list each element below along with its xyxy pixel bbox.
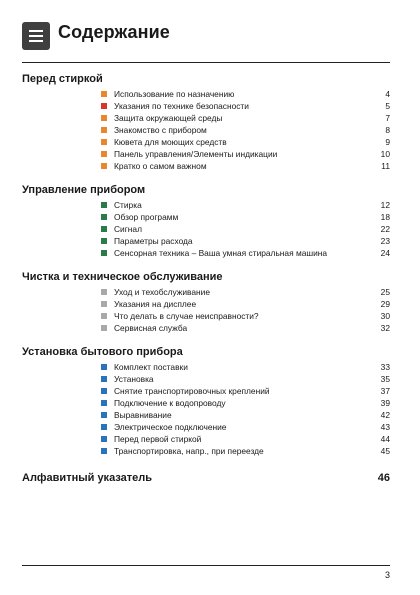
bullet-square-icon [101,376,107,382]
bullet-square-icon [101,412,107,418]
entry-page-number: 44 [380,434,390,444]
entry-page-number: 45 [380,446,390,456]
toc-entry[interactable] [22,373,390,385]
section-title[interactable]: Управление прибором [22,184,146,196]
bullet-square-icon [101,250,107,256]
entry-label: Панель управления/Элементы индикации [114,149,278,159]
toc-entry[interactable] [22,445,390,457]
toc-entry[interactable] [22,247,390,259]
bullet-square-icon [101,214,107,220]
entry-label: Параметры расхода [114,236,193,246]
entry-page-number: 43 [380,422,390,432]
list-icon [22,22,50,50]
entry-page-number: 23 [380,236,390,246]
bullet-square-icon [101,448,107,454]
toc-section [22,345,390,457]
bullet-square-icon [101,151,107,157]
bullet-square-icon [101,436,107,442]
toc-entry[interactable] [22,124,390,136]
entry-page-number: 4 [385,89,390,99]
index-title: Алфавитный указатель [22,472,153,484]
entry-label: Уход и техобслуживание [114,287,211,297]
entry-label: Указания на дисплее [114,299,197,309]
bullet-square-icon [101,400,107,406]
entry-page-number: 18 [380,212,390,222]
toc-entry[interactable] [22,385,390,397]
toc-entry[interactable] [22,100,390,112]
entry-page-number: 30 [380,311,390,321]
entry-label: Подключение к водопроводу [114,398,226,408]
bullet-square-icon [101,115,107,121]
bullet-square-icon [101,163,107,169]
entry-page-number: 37 [380,386,390,396]
bullet-square-icon [101,226,107,232]
entry-label: Что делать в случае неисправности? [114,311,259,321]
bullet-square-icon [101,424,107,430]
entry-page-number: 25 [380,287,390,297]
entry-label: Сенсорная техника – Ваша умная стиральная машина [114,248,328,258]
entry-label: Сигнал [114,224,142,234]
entry-page-number: 39 [380,398,390,408]
toc-entry[interactable] [22,361,390,373]
bullet-square-icon [101,238,107,244]
toc-entry[interactable] [22,421,390,433]
entry-page-number: 11 [381,161,390,171]
entry-page-number: 5 [385,101,390,111]
section-title[interactable]: Чистка и техническое обслуживание [22,271,223,283]
toc-entry[interactable] [22,160,390,172]
bullet-square-icon [101,325,107,331]
page-title: Содержание [58,21,170,42]
toc-entry[interactable] [22,211,390,223]
entry-label: Электрическое подключение [114,422,227,432]
toc-entry[interactable] [22,298,390,310]
toc-entry[interactable] [22,310,390,322]
toc-entry[interactable] [22,112,390,124]
bottom-divider [22,565,390,566]
toc-entry[interactable] [22,322,390,334]
entry-label: Стирка [114,200,142,210]
bullet-square-icon [101,139,107,145]
entry-label: Обзор программ [114,212,179,222]
toc-entry[interactable] [22,223,390,235]
entry-page-number: 10 [380,149,390,159]
entry-label: Кювета для моющих средств [114,137,227,147]
page-number: 3 [384,570,390,580]
entry-label: Транспортировка, напр., при переезде [114,446,264,456]
toc-entry[interactable] [22,235,390,247]
entry-label: Комплект поставки [114,362,188,372]
toc-entry[interactable] [22,88,390,100]
entry-page-number: 33 [380,362,390,372]
bullet-square-icon [101,388,107,394]
toc-entry[interactable] [22,397,390,409]
section-title[interactable]: Перед стиркой [22,73,103,85]
entry-label: Установка [114,374,154,384]
toc-section [22,270,390,334]
toc-entry[interactable] [22,286,390,298]
section-title[interactable]: Установка бытового прибора [22,346,183,358]
bullet-square-icon [101,301,107,307]
entry-label: Выравнивание [114,410,172,420]
toc-entry[interactable] [22,148,390,160]
entry-label: Защита окружающей среды [114,113,223,123]
index-page-number: 46 [377,472,390,484]
bullet-square-icon [101,103,107,109]
bullet-square-icon [101,91,107,97]
toc-entry[interactable] [22,433,390,445]
entry-label: Знакомство с прибором [114,125,207,135]
entry-page-number: 29 [380,299,390,309]
entry-page-number: 9 [385,137,390,147]
page-header [22,22,170,50]
bullet-square-icon [101,313,107,319]
bullet-square-icon [101,364,107,370]
entry-page-number: 22 [380,224,390,234]
entry-page-number: 7 [385,113,390,123]
toc-entry[interactable] [22,199,390,211]
toc-section [22,183,390,259]
table-of-contents [22,72,390,485]
toc-entry[interactable] [22,136,390,148]
entry-page-number: 24 [380,248,390,258]
toc-index-entry[interactable] [22,471,390,485]
entry-label: Использование по назначению [114,89,235,99]
entry-page-number: 12 [380,200,390,210]
entry-label: Указания по технике безопасности [114,101,249,111]
bullet-square-icon [101,289,107,295]
toc-section [22,72,390,172]
entry-label: Сервисная служба [114,323,188,333]
entry-page-number: 32 [380,323,390,333]
entry-label: Снятие транспортировочных креплений [114,386,270,396]
toc-entry[interactable] [22,409,390,421]
entry-page-number: 8 [385,125,390,135]
entry-label: Кратко о самом важном [114,161,207,171]
entry-page-number: 42 [380,410,390,420]
bullet-square-icon [101,202,107,208]
entry-page-number: 35 [380,374,390,384]
bullet-square-icon [101,127,107,133]
entry-label: Перед первой стиркой [114,434,202,444]
top-divider [22,62,390,63]
